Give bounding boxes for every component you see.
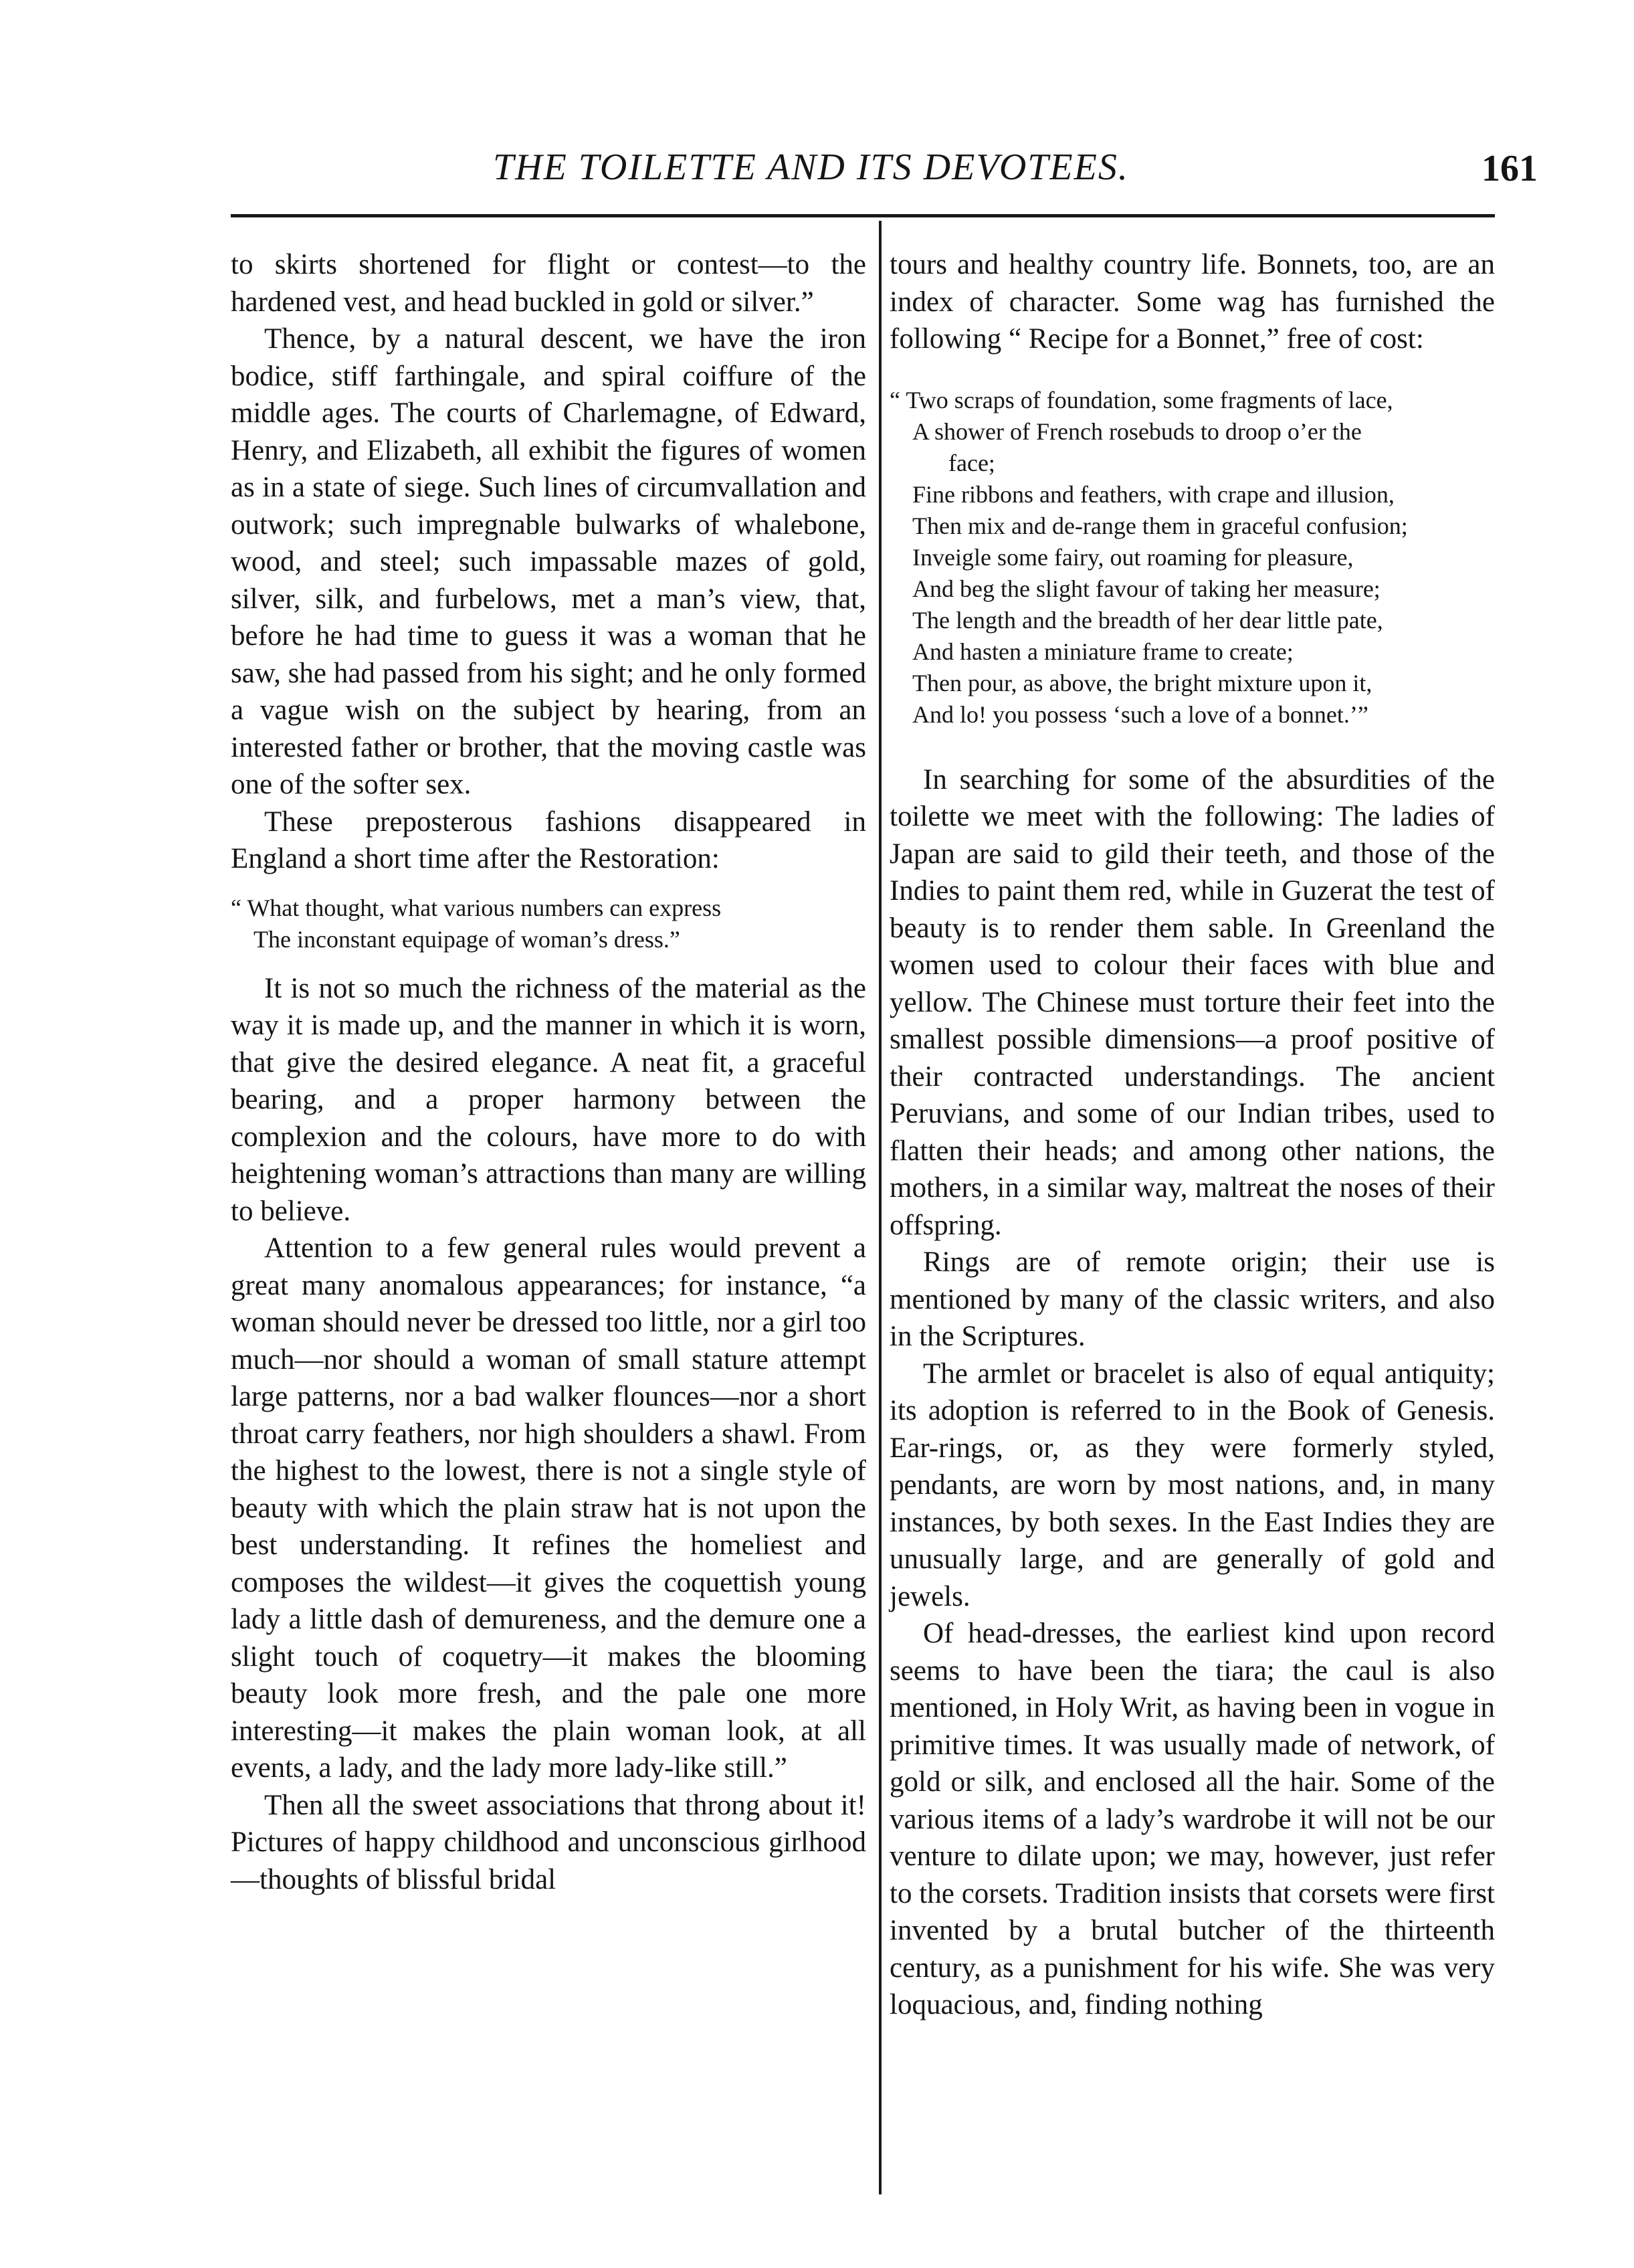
header-rule bbox=[231, 214, 1495, 217]
verse-line: “ Two scraps of foundation, some fragments of lace, bbox=[890, 386, 1393, 413]
paragraph: to skirts shortened for flight or contest—to the hardened vest, and head buckled in gold or silver.” bbox=[231, 249, 866, 318]
paragraph: It is not so much the richness of the material as the way it is made up, and the manner in which it is worn, that give the desired elegance. A neat fit, a graceful bearing, and a proper harmony between the complexion and the colours, have more to do with heightening woman’s attractions than many are willing to believe. bbox=[231, 972, 866, 1227]
verse-line: Inveigle some fairy, out roaming for pleasure, bbox=[912, 543, 1354, 571]
verse-line: face; bbox=[948, 449, 995, 476]
right-column bbox=[890, 246, 1495, 2024]
verse-block bbox=[890, 385, 1495, 731]
paragraph: The armlet or bracelet is also of equal antiquity; its adoption is referred to in the Book of Genesis. Ear-rings, or, as they were formerly styled, pendants, are worn by most nations, and, in many instances, by both sexes. In the East Indies they are unusually large, and are generally of gold and jewels. bbox=[890, 1357, 1495, 1612]
verse-line: Then pour, as above, the bright mixture upon it, bbox=[912, 669, 1372, 696]
block-quote bbox=[231, 892, 866, 955]
verse-line: A shower of French rosebuds to droop o’er the bbox=[912, 417, 1362, 445]
paragraph: tours and healthy country life. Bonnets, too, are an index of character. Some wag has furnished the following “ Recipe for a Bonnet,” free of cost: bbox=[890, 249, 1495, 355]
quote-line: The inconstant equipage of woman’s dress.” bbox=[253, 925, 680, 953]
page-number: 161 bbox=[1482, 148, 1538, 189]
verse-line: The length and the breadth of her dear little pate, bbox=[912, 606, 1383, 634]
paragraph: Rings are of remote origin; their use is mentioned by many of the classic writers, and also in the Scriptures. bbox=[890, 1246, 1495, 1352]
verse-line: And beg the slight favour of taking her measure; bbox=[912, 575, 1381, 602]
verse-line: And hasten a miniature frame to create; bbox=[912, 638, 1294, 665]
running-title: THE TOILETTE AND ITS DEVOTEES. bbox=[493, 147, 1129, 188]
column-divider bbox=[879, 221, 882, 2194]
verse-line: Then mix and de-range them in graceful confusion; bbox=[912, 512, 1408, 539]
paragraph: Then all the sweet associations that throng about it! Pictures of happy childhood and unconscious girlhood—thoughts of blissful bridal bbox=[231, 1789, 866, 1895]
paragraph: Thence, by a natural descent, we have the iron bodice, stiff farthingale, and spiral coiffure of the middle ages. The courts of Charlemagne, of Edward, Henry, and Elizabeth, all exhibit the figures of women as in a state of siege. Such lines of circumvallation and outwork; such impregnable bulwarks of whalebone, wood, and steel; such impassable mazes of gold, silver, silk, and furbelows, met a man’s view, that, before he had time to guess it was a woman that he saw, she had passed from his sight; and he only formed a vague wish on the subject by hearing, from an interested father or brother, that the moving castle was one of the softer sex. bbox=[231, 323, 866, 800]
paragraph: Attention to a few general rules would prevent a great many anomalous appearances; for instance, “a woman should never be dressed too little, nor a girl too much—nor should a woman of small stature attempt large patterns, nor a bad walker flounces—nor a short throat carry feathers, nor high shoulders a shawl. From the highest to the lowest, there is not a single style of beauty with which the plain straw hat is not upon the best understanding. It refines the homeliest and composes the wildest—it gives the coquettish young lady a little dash of demureness, and the demure one a slight touch of coquetry—it makes the blooming beauty look more fresh, and the pale one more interesting—it makes the plain woman look, at all events, a lady, and the lady more lady-like still.” bbox=[231, 1232, 866, 1784]
paragraph: Of head-dresses, the earliest kind upon record seems to have been the tiara; the caul is also mentioned, in Holy Writ, as having been in vogue in primitive times. It was usually made of network, of gold or silk, and enclosed all the hair. Some of the various items of a lady’s wardrobe it will not be our venture to dilate upon; we may, however, just refer to the corsets. Tradition insists that corsets were first invented by a brutal butcher of the thirteenth century, as a punishment for his wife. She was very loquacious, and, finding nothing bbox=[890, 1618, 1495, 2020]
left-column bbox=[231, 246, 866, 1898]
quote-line: “ What thought, what various numbers can express bbox=[231, 894, 722, 921]
verse-line: Fine ribbons and feathers, with crape and illusion, bbox=[912, 480, 1395, 508]
paragraph: These preposterous fashions disappeared in England a short time after the Restoration: bbox=[231, 806, 866, 874]
verse-line: And lo! you possess ‘such a love of a bonnet.’” bbox=[912, 700, 1368, 728]
paragraph: In searching for some of the absurdities of the toilette we meet with the following: The ladies of Japan are said to gild their teeth, and those of the Indies to paint them red, while in Guzerat the test of beauty is to render them sable. In Greenland the women used to colour their faces with blue and yellow. The Chinese must torture their feet into the smallest possible dimensions—a proof positive of their contracted understandings. The ancient Peruvians, and some of our Indian tribes, used to flatten their heads; and among other nations, the mothers, in a similar way, maltreat the noses of their offspring. bbox=[890, 763, 1495, 1241]
